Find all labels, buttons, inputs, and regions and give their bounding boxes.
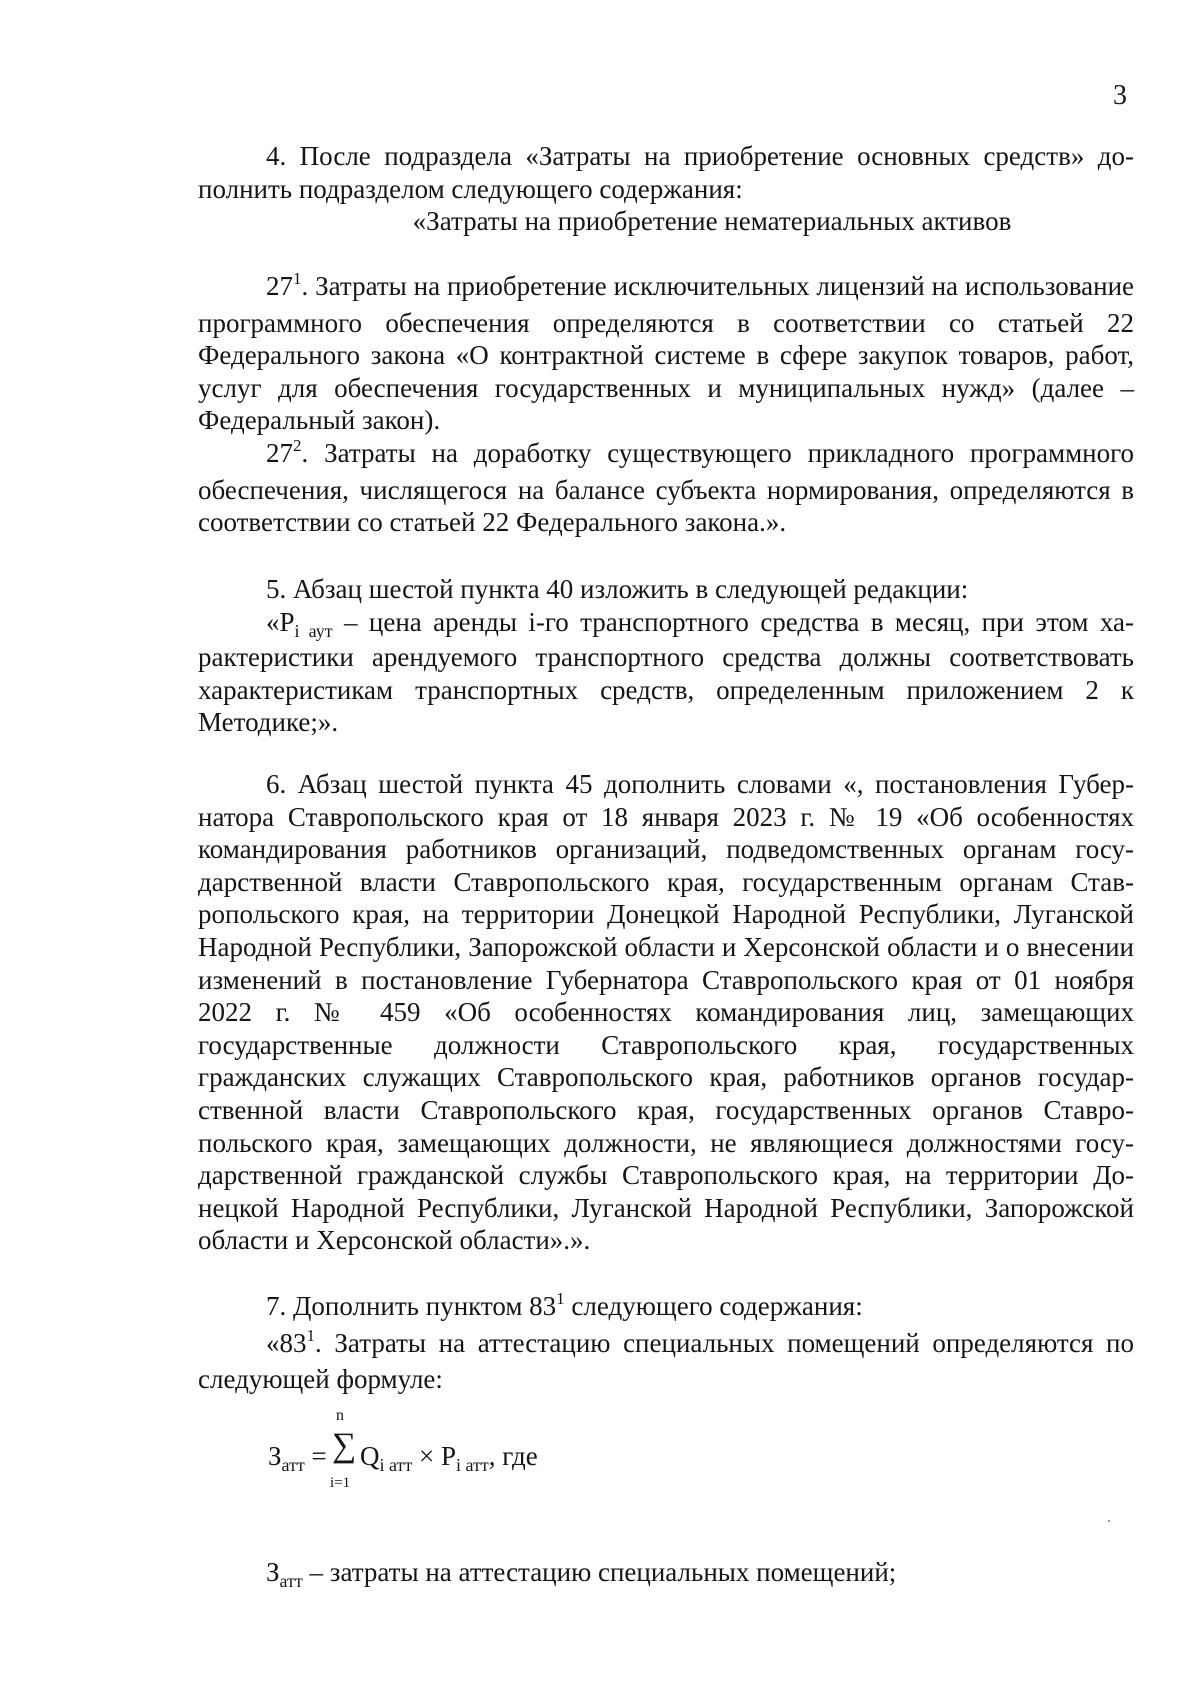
page-number: 3 [1113,80,1127,111]
formula-equals: = [304,1441,327,1471]
section-7-intro-start: 7. Дополнить пунктом 83 [266,1291,557,1321]
item-27-1-number: 27 [266,271,293,301]
formula-rhs [360,1440,538,1476]
formula-lhs-symbol: З [268,1441,282,1471]
formula-sum-upper: n [336,1407,344,1424]
item-83-1-paragraph [198,1327,1134,1396]
section-7-intro-end: следующего содержания: [564,1291,863,1321]
formula-lhs-subscript: атт [281,1455,305,1475]
item-27-1-superscript: 1 [293,269,302,288]
section-4 [198,140,1134,205]
section-4-intro: 4. После подраздела «Затраты на приобретение основных средств» дополнить подразделом следующего содержания: [198,141,1134,204]
definition-text: – затраты на аттестацию специальных помещений; [302,1557,897,1587]
section-5-quote-open: «P [266,606,295,637]
formula-where: , где [488,1441,538,1471]
section-7 [198,1290,1134,1396]
item-83-1-text: . Затраты на аттестацию специальных помещений определяются по следующей формуле: [198,1327,1134,1395]
formula-sum-lower: i=1 [330,1475,351,1491]
section-5 [198,573,1134,739]
definition [198,1556,1134,1592]
subsection-heading: «Затраты на приобретение нематериальных активов [412,206,1012,236]
item-83-1-superscript: 1 [306,1325,315,1345]
item-27-2-paragraph [198,437,1134,539]
section-6-paragraph: 6. Абзац шестой пункта 45 дополнить словами «, постановления Губернатора Ставропольского края от 18 января 2023 г. № 19 «Об особенностях командирования работников организаций, подведомственных органам государственной власти Ставропольского края, государственным органам Ставропольского края, на территории Донецкой Народной Республики, Луганской Народной Республики, Запорожской области и Херсонской области и о внесении изменений в постановление Губернатора Ставропольского края от 01 ноября 2022 г. № 459 «Об особенностях командирования лиц, замещающих государственные должности Ставропольского края, государственных гражданских служащих Ставропольского края, работников органов государственной власти Ставропольского края, государственных органов Ставропольского края, замещающих должности, не являющиеся должностями государственной гражданской службы Ставропольского края, на территории Донецкой Народной Республики, Луганской Народной Республики, Запорожской области и Херсонской области».». [198,769,1134,1256]
cost-formula [268,1407,868,1520]
section-5-quote-text: – цена аренды i-го транспортного средства в месяц, при этом характеристики арендуемого транспортного средства должны соответствовать характеристикам транспортных средств, определенным приложением 2 к Методике;». [198,606,1134,738]
section-7-intro [198,1290,1134,1327]
definition-line [198,1556,1134,1592]
formula-sum-sign: ∑ [332,1427,357,1464]
item-27-1 [198,270,1134,539]
item-83-1-start: «83 [266,1327,307,1358]
item-27-2-text: . Затраты на доработку существующего прикладного программного обеспечения, числящегося на балансе субъекта нормирования, определяются в соответствии со статьей 22 Федерального закона.». [198,437,1134,538]
section-5-quote-subscript: i аут [294,620,333,641]
item-27-2-superscript: 2 [293,435,302,455]
section-6 [198,768,1134,1257]
formula-p-subscript: i атт [456,1455,489,1475]
formula-times-p: × P [412,1441,457,1471]
formula-q-subscript: i атт [379,1455,413,1475]
definition-subscript: атт [279,1571,303,1591]
item-27-1-paragraph [198,270,1134,437]
item-27-2-number: 27 [266,437,293,468]
item-27-1-text: . Затраты на приобретение исключительных лицензий на использование программного обеспечения определяются в соответствии со статьей 22 Федерального закона «О контрактной системе в сфере закупок товаров, работ, услуг для обеспечения государственных и муниципальных нужд» (далее – Федеральный закон). [198,271,1134,436]
section-5-intro: 5. Абзац шестой пункта 40 изложить в следующей редакции: [266,574,969,604]
definition-symbol: З [266,1557,280,1587]
formula-lhs [268,1440,327,1476]
scan-speck [1108,1520,1110,1522]
section-5-quote [198,606,1134,739]
section-7-intro-superscript: 1 [556,1289,565,1308]
formula-q: Q [360,1441,380,1471]
